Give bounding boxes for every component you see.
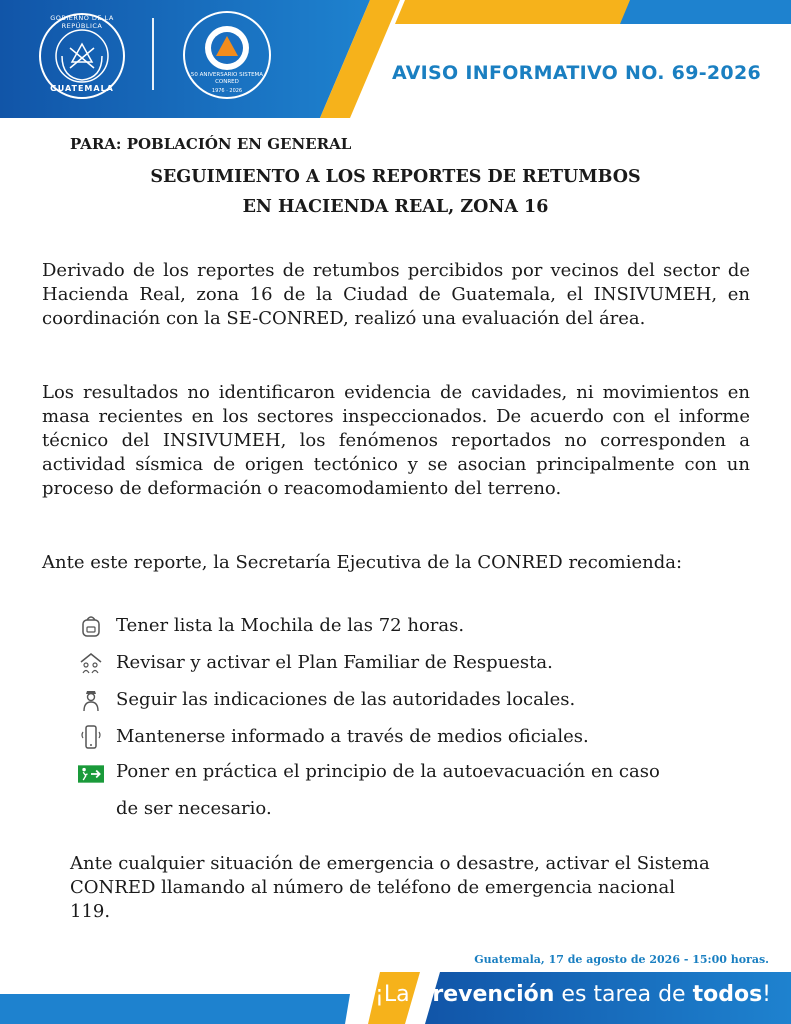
header-divider <box>152 18 154 90</box>
exit-sign-icon <box>78 761 104 787</box>
list-item <box>78 718 758 755</box>
slogan-bold: todos <box>692 982 763 1007</box>
recommendation-text: Seguir las indicaciones de las autoridades locales. <box>116 689 576 710</box>
seal-text-top: GOBIERNO DE LA REPÚBLICA <box>50 14 114 30</box>
paragraph-2: Los resultados no identificaron evidencia de cavidades, ni movimientos en masa recientes en los sectores inspeccionados. De acuerdo con el informe técnico del INSIVUMEH, los fenómenos reportados no corresponden a actividad sísmica de origen tectónico y se asocian principalmente con un proceso de deformación o reacomodamiento del terreno. <box>42 382 750 499</box>
logo2-text: 50 ANIVERSARIO SISTEMA CONRED <box>190 72 264 85</box>
recommendation-text: Mantenerse informado a través de medios oficiales. <box>116 726 589 747</box>
document-title <box>0 162 791 222</box>
list-item <box>78 644 758 681</box>
addressee-line: PARA: POBLACIÓN EN GENERAL <box>70 135 352 153</box>
header-banner <box>0 0 791 118</box>
title-line-1: SEGUIMIENTO A LOS REPORTES DE RETUMBOS <box>150 167 641 187</box>
authority-person-icon <box>78 687 104 713</box>
family-plan-icon <box>78 650 104 676</box>
paragraph-3: Ante este reporte, la Secretaría Ejecutiva de la CONRED recomienda: <box>42 552 683 573</box>
conred-anniversary-logo <box>182 10 272 100</box>
logo2-years: 1976 · 2026 <box>211 88 243 94</box>
slogan-part: ! <box>762 982 771 1007</box>
seal-text-bottom: GUATEMALA <box>50 84 114 93</box>
aviso-title: AVISO INFORMATIVO NO. 69-2026 <box>391 62 761 84</box>
list-item <box>78 755 758 827</box>
smartphone-icon <box>78 724 104 750</box>
slogan-part: ¡La <box>375 982 417 1007</box>
recommendation-text: Tener lista la Mochila de las 72 horas. <box>116 615 465 636</box>
recommendation-text: Revisar y activar el Plan Familiar de Respuesta. <box>116 652 553 673</box>
slogan-bold: prevención <box>416 982 555 1007</box>
slogan-part: es tarea de <box>554 982 693 1007</box>
list-item <box>78 607 758 644</box>
dateline: Guatemala, 17 de agosto de 2026 - 15:00 horas. <box>474 953 769 966</box>
list-item <box>78 681 758 718</box>
paragraph-1: Derivado de los reportes de retumbos percibidos por vecinos del sector de Hacienda Real, zona 16 de la Ciudad de Guatemala, el INSIVUMEH, en coordinación con la SE-CONRED, realizó una evaluación del área. <box>42 260 750 329</box>
paragraph-4: Ante cualquier situación de emergencia o desastre, activar el Sistema CONRED llamando al número de teléfono de emergencia nacional 119. <box>70 853 710 922</box>
backpack-icon <box>78 613 104 639</box>
footer-slogan <box>375 982 771 1007</box>
recommendation-text: Poner en práctica el principio de la autoevacuación en caso de ser necesario. <box>116 761 660 819</box>
title-line-2: EN HACIENDA REAL, ZONA 16 <box>242 197 549 217</box>
recommendations-list <box>78 607 758 827</box>
